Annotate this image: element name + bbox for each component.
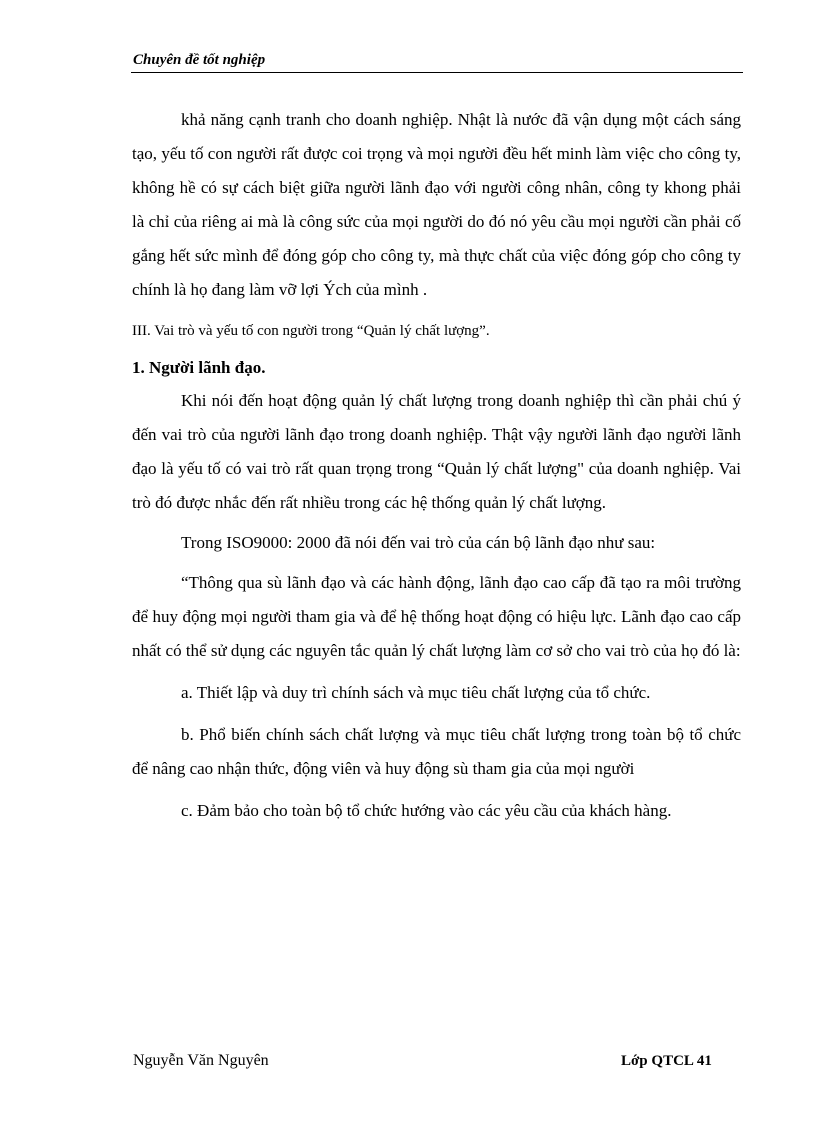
list-item-c: c. Đảm bảo cho toàn bộ tổ chức hướng vào các yêu cầu của khách hàng.: [181, 801, 672, 820]
section-heading: III. Vai trò và yếu tố con người trong “Quản lý chất lượng”.: [132, 323, 490, 339]
footer-class-label: Lớp QTCL 41: [621, 1053, 712, 1069]
paragraph-1: khả năng cạnh tranh cho doanh nghiệp. Nhật là nước đã vận dụng một cách sáng tạo, yếu tố con người rất được coi trọng và mọi người đều hết minh làm việc cho công ty, không hề có sự cách biệt giữa người lãnh đạo với người công nhân, công ty khong phải là chỉ của riêng ai mà là công sức của mọi người do đó nó yêu cầu mọi người cần phải cố gắng hết sức mình để đóng góp cho công ty, mà thực chất của việc đóng góp cho công ty chính là họ đang làm vỡ lợi Ých của mình .: [132, 110, 741, 299]
paragraph-4: “Thông qua sù lãnh đạo và các hành động, lãnh đạo cao cấp đã tạo ra môi trường để huy động mọi người tham gia và để hệ thống hoạt động có hiệu lực. Lãnh đạo cao cấp nhất có thể sử dụng các nguyên tắc quản lý chất lượng làm cơ sở cho vai trò của họ đó là:: [132, 573, 741, 660]
list-item-b: b. Phổ biến chính sách chất lượng và mục tiêu chất lượng trong toàn bộ tổ chức để nâng cao nhận thức, động viên và huy động sù tham gia của mọi người: [132, 725, 741, 778]
header-title: Chuyên đề tốt nghiệp: [133, 52, 266, 68]
footer-author: Nguyễn Văn Nguyên: [133, 1052, 269, 1069]
body-text: [132, 103, 741, 828]
paragraph-2: Khi nói đến hoạt động quản lý chất lượng trong doanh nghiệp thì cần phải chú ý đến vai trò của người lãnh đạo trong doanh nghiệp. Thật vậy người lãnh đạo người lãnh đạo là yếu tố có vai trò rất quan trọng trong “Quản lý chất lượng" của doanh nghiệp. Vai trò đó được nhắc đến rất nhiều trong các hệ thống quản lý chất lượng.: [132, 391, 741, 512]
list-item-a: a. Thiết lập và duy trì chính sách và mục tiêu chất lượng của tổ chức.: [181, 683, 651, 702]
sub-heading: 1. Người lãnh đạo.: [132, 358, 266, 377]
paragraph-3: Trong ISO9000: 2000 đã nói đến vai trò của cán bộ lãnh đạo như sau:: [181, 533, 656, 552]
header-divider: [131, 72, 743, 73]
